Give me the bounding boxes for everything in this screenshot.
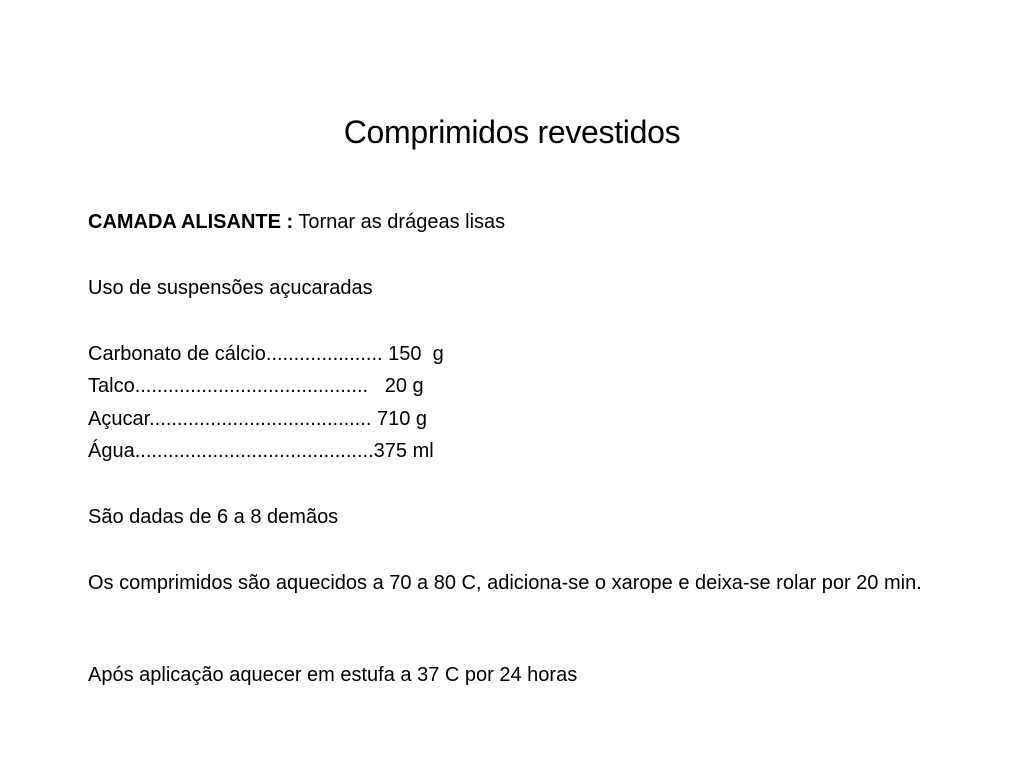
slide-title: Comprimidos revestidos	[343, 114, 681, 150]
ingredient-carbonato: Carbonato de cálcio..................... 150 g	[88, 343, 444, 365]
apos-aplicacao-line: Após aplicação aquecer em estufa a 37 C por 24 horas	[88, 664, 578, 686]
ingredient-talco: Talco.......................................... 20 g	[88, 375, 424, 397]
demaos-line: São dadas de 6 a 8 demãos	[88, 506, 339, 528]
camada-alisante-line	[88, 208, 505, 236]
ingredient-acucar: Açucar........................................ 710 g	[88, 408, 428, 430]
camada-alisante-label: CAMADA ALISANTE :	[88, 211, 294, 233]
uso-suspensoes-line: Uso de suspensões açucaradas	[88, 277, 373, 299]
aquecidos-paragraph: Os comprimidos são aquecidos a 70 a 80 C, adiciona-se o xarope e deixa-se rolar por 20 min.	[88, 572, 922, 594]
camada-alisante-text: Tornar as drágeas lisas	[298, 211, 506, 233]
ingredient-agua: Água...........................................375 ml	[88, 440, 434, 462]
